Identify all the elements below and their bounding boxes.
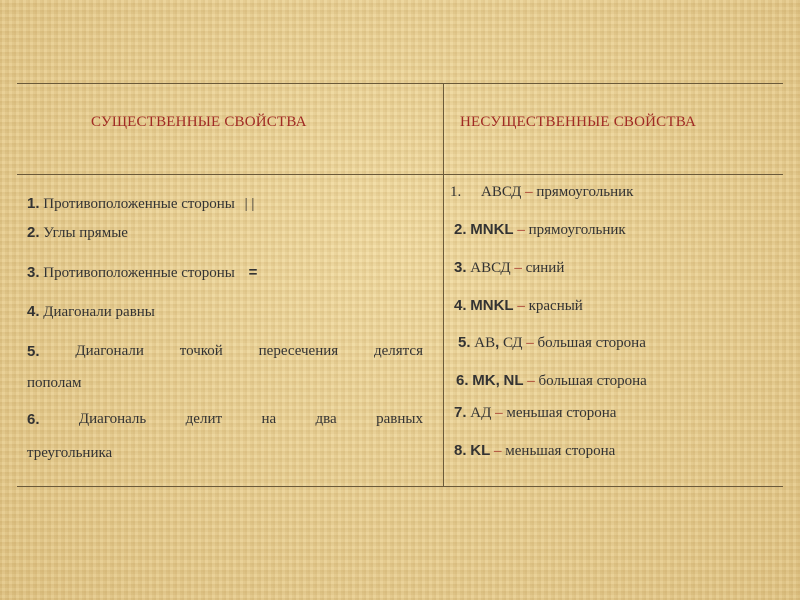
item-comma: , (495, 334, 500, 351)
item-word: делятся (374, 343, 423, 359)
header-essential: СУЩЕСТВЕННЫЕ СВОЙСТВА (91, 114, 307, 130)
essential-item-3 (27, 264, 257, 282)
item-text: большая сторона (538, 373, 647, 389)
nonessential-item-2 (454, 221, 626, 239)
item-subject-b: СД (503, 335, 523, 351)
item-text: Диагонали равны (43, 304, 155, 320)
item-text: Углы прямые (43, 225, 128, 241)
column-divider (443, 84, 444, 486)
essential-item-1 (27, 195, 254, 213)
item-subject-a: MK (472, 372, 496, 389)
item-text: красный (528, 298, 583, 314)
nonessential-item-1 (450, 184, 633, 201)
header-nonessential: НЕСУЩЕСТВЕННЫЕ СВОЙСТВА (460, 114, 697, 130)
item-subject: АВСД (481, 184, 522, 200)
item-number: 8. (454, 442, 467, 459)
item-word: точкой (179, 343, 223, 359)
item-word: пересечения (258, 343, 339, 359)
item-dash: – (527, 373, 535, 389)
item-number: 2. (454, 221, 467, 238)
item-number: 3. (27, 264, 40, 281)
essential-item-4 (27, 303, 155, 321)
item-dash: – (525, 184, 533, 200)
nonessential-item-7 (454, 404, 616, 422)
essential-item-2 (27, 224, 128, 242)
nonessential-item-6 (456, 372, 647, 390)
item-number: 6. (456, 372, 469, 389)
item-word: на (261, 411, 277, 427)
item-subject: АД (470, 405, 492, 421)
essential-item-6-line1 (27, 411, 423, 428)
nonessential-item-4 (454, 297, 583, 315)
item-dash: – (514, 260, 522, 276)
nonessential-item-3 (454, 259, 564, 277)
item-number: 3. (454, 259, 467, 276)
item-number: 4. (27, 303, 40, 320)
item-text: меньшая сторона (505, 443, 616, 459)
item-text: прямоугольник (536, 184, 634, 200)
header-divider (17, 174, 783, 175)
item-number: 5. (458, 334, 471, 351)
essential-item-6-line2: треугольника (27, 445, 113, 461)
item-subject: MNKL (470, 221, 514, 238)
item-subject-a: АВ (474, 335, 496, 351)
item-word: делит (185, 411, 223, 427)
item-subject: KL (470, 442, 491, 459)
item-dash: – (517, 222, 525, 238)
item-text: прямоугольник (528, 222, 626, 238)
item-number: 1. (450, 184, 462, 200)
item-text: Противоположенные стороны (43, 196, 235, 212)
item-comma: , (495, 372, 500, 389)
item-text: Противоположенные стороны (43, 265, 235, 281)
equal-symbol: = (248, 264, 258, 281)
item-text: синий (525, 260, 565, 276)
item-text: большая сторона (537, 335, 646, 351)
parallel-symbol: | | (244, 196, 255, 212)
nonessential-item-8 (454, 442, 615, 460)
item-number: 2. (27, 224, 40, 241)
essential-item-5-line1 (27, 343, 423, 360)
properties-table (17, 83, 783, 487)
item-subject: АВСД (470, 260, 511, 276)
item-dash: – (517, 298, 525, 314)
item-number: 6. (27, 411, 40, 428)
item-subject-b: NL (503, 372, 524, 389)
item-number: 5. (27, 343, 40, 360)
item-word: Диагональ (78, 411, 147, 427)
item-word: два (315, 411, 337, 427)
item-word: Диагонали (75, 343, 144, 359)
essential-item-5-line2: пополам (27, 375, 82, 391)
item-dash: – (494, 443, 502, 459)
item-dash: – (495, 405, 503, 421)
nonessential-item-5 (458, 334, 646, 352)
item-number: 4. (454, 297, 467, 314)
item-number: 7. (454, 404, 467, 421)
item-number: 1. (27, 195, 40, 212)
item-text: меньшая сторона (506, 405, 617, 421)
item-dash: – (526, 335, 534, 351)
item-subject: MNKL (470, 297, 514, 314)
item-word: равных (376, 411, 423, 427)
